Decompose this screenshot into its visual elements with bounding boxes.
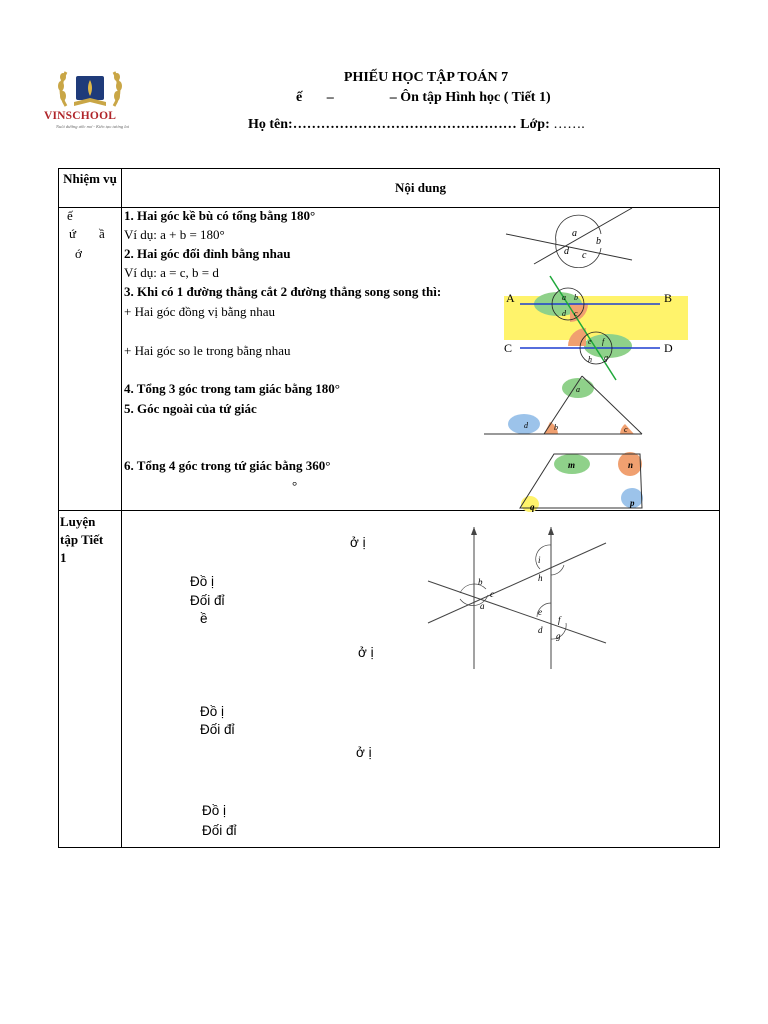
fig2-label-C: C: [504, 341, 513, 355]
question-1-adjacent[interactable]: ề: [200, 611, 208, 626]
fig5-label-g: g: [556, 631, 561, 641]
question-3-corresponding[interactable]: Đồ ị: [202, 803, 227, 818]
worksheet-subtitle: [296, 90, 551, 106]
fig1-label-a: a: [572, 228, 577, 239]
class-blank[interactable]: …….: [553, 117, 585, 132]
theory-task-label-3: ớ: [75, 246, 82, 261]
fig2-label-D: D: [664, 341, 673, 355]
item3-alternate: + Hai góc so le trong bằng nhau: [124, 343, 291, 358]
item4-title: 4. Tổng 3 góc trong tam giác bằng 180°: [124, 381, 340, 396]
student-name-label: Họ tên:: [248, 117, 293, 132]
subtitle-part-2: –: [326, 90, 334, 105]
worksheet-title: PHIẾU HỌC TẬP TOÁN 7: [343, 70, 509, 85]
theory-task-label-2a: ứ: [69, 226, 77, 241]
fig3-label-c: c: [624, 425, 628, 434]
fig1-label-b: b: [596, 236, 601, 247]
fig2-label-d: d: [562, 309, 566, 318]
item3-title: 3. Khi có 1 đường thẳng cắt 2 đường thẳng song song thì:: [124, 284, 442, 299]
item1-example: Ví dụ: a + b = 180°: [124, 227, 225, 242]
item5-title: 5. Góc ngoài của tứ giác: [124, 401, 257, 416]
item3-corresponding: + Hai góc đồng vị bằng nhau: [124, 304, 276, 319]
content-column-header: Nội dung: [122, 169, 720, 208]
fig5-label-a: a: [480, 601, 485, 611]
fig2-label-c: c: [574, 309, 578, 318]
worksheet-table: [58, 168, 720, 848]
fig5-label-f: f: [558, 615, 561, 625]
fig1-label-d: d: [564, 246, 569, 257]
brand-name: VINSCHOOL: [44, 110, 117, 122]
theory-task-cell: [59, 208, 122, 511]
fig5-label-e: e: [538, 607, 542, 617]
question-1-vertical[interactable]: Đối đỉ: [190, 593, 225, 608]
question-2-title: ở ị: [358, 645, 374, 660]
subtitle-part-1: ế: [296, 90, 303, 105]
fig2-label-A: A: [506, 291, 515, 305]
fig5-label-h: h: [538, 573, 543, 583]
figure-quadrilateral-angles: [516, 444, 646, 512]
fig5-label-d: d: [538, 625, 543, 635]
theory-task-label-2b: ầ: [99, 226, 105, 241]
item2-example: Ví dụ: a = c, b = d: [124, 265, 219, 280]
item6-mark: °: [292, 478, 298, 493]
fig2-label-b: b: [574, 293, 578, 302]
practice-task-label: Luyện tập Tiết 1: [60, 514, 104, 565]
fig4-label-p: p: [630, 498, 635, 508]
figure-two-lines-transversals: [424, 523, 610, 673]
item1-title: 1. Hai góc kề bù có tổng bằng 180°: [124, 208, 316, 223]
fig2-label-a: a: [562, 293, 566, 302]
practice-row: [59, 511, 720, 848]
fig4-label-m: m: [568, 460, 576, 470]
fig5-label-c: c: [490, 589, 494, 599]
fig5-label-b: b: [478, 577, 483, 587]
figure-adjacent-vertical-angles: [504, 204, 636, 268]
fig4-label-q: q: [530, 502, 535, 512]
theory-task-label-1: ế: [67, 208, 73, 223]
brand-tagline: Nuôi dưỡng ước mơ - Kiến tạo tương lai: [56, 124, 129, 129]
question-2-corresponding[interactable]: Đồ ị: [200, 704, 225, 719]
figure-triangle-angles: [482, 368, 648, 440]
theory-content-cell: [122, 208, 720, 511]
table-header-row: [59, 169, 720, 208]
class-label: Lớp:: [520, 117, 550, 132]
subtitle-part-3: – Ôn tập Hình học ( Tiết 1): [389, 90, 551, 105]
fig2-label-B: B: [664, 291, 673, 305]
student-info-line: [248, 117, 585, 133]
fig5-label-i: i: [538, 555, 541, 565]
item2-title: 2. Hai góc đối đỉnh bằng nhau: [124, 246, 291, 261]
question-3-vertical[interactable]: Đối đỉ: [202, 823, 237, 838]
task-column-header: Nhiệm vụ: [59, 169, 122, 208]
fig2-label-g: g: [604, 353, 608, 362]
theory-row: [59, 208, 720, 511]
question-3-title: ở ị: [356, 745, 372, 760]
practice-task-cell: [59, 511, 122, 848]
practice-content-cell: [122, 511, 720, 848]
fig3-label-a: a: [576, 385, 580, 394]
question-1-title: ở ị: [350, 535, 366, 550]
student-name-blank[interactable]: …………………………………………: [292, 117, 517, 132]
fig1-label-c: c: [582, 250, 587, 261]
fig4-label-n: n: [628, 460, 634, 470]
question-2-vertical[interactable]: Đối đỉ: [200, 722, 235, 737]
fig3-label-d: d: [524, 421, 528, 430]
fig2-label-f: f: [602, 337, 605, 346]
fig2-label-e: e: [588, 337, 592, 346]
fig2-label-h: h: [588, 355, 592, 364]
fig3-label-b: b: [554, 423, 558, 432]
figure-parallel-lines-transversal: [500, 270, 690, 382]
question-1-corresponding[interactable]: Đồ ị: [190, 574, 215, 589]
item6-title: 6. Tổng 4 góc trong tứ giác bằng 360°: [124, 458, 331, 473]
